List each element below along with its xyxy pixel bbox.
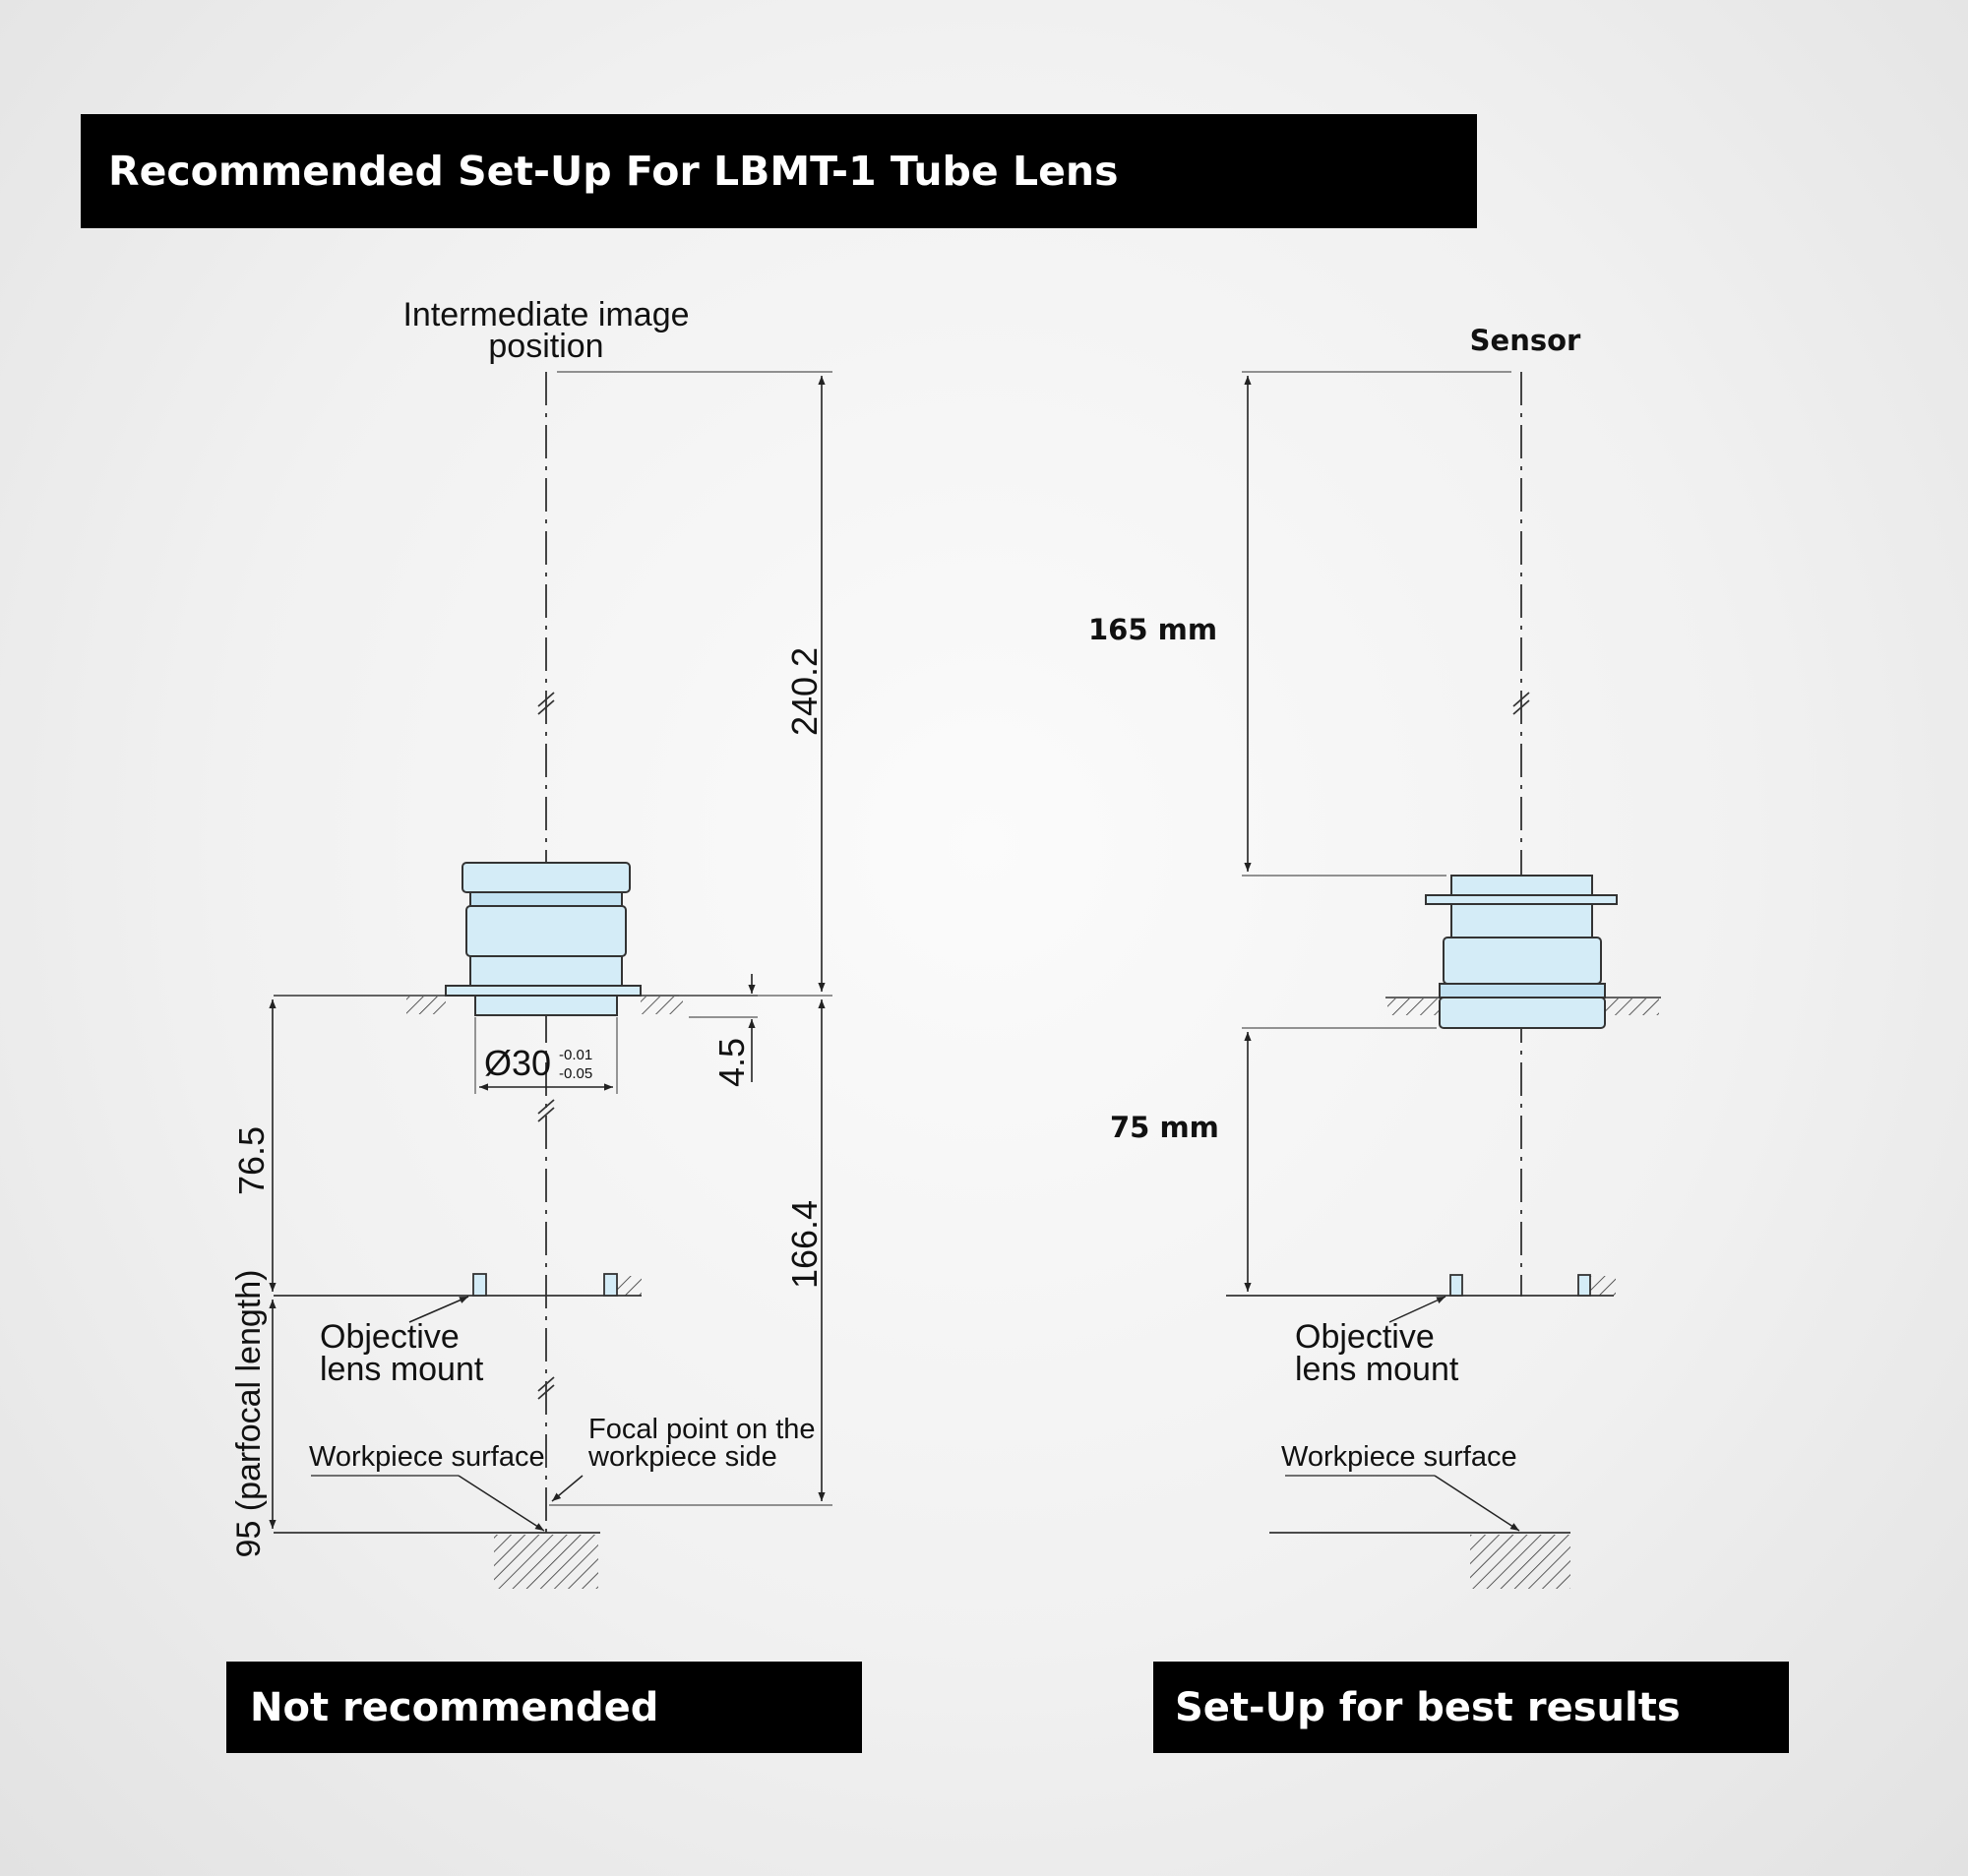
left-workpiece-surface <box>274 1533 600 1589</box>
focal-point-label-1: Focal point on the <box>588 1414 816 1445</box>
dim-4-5-label: 4.5 <box>711 1037 752 1088</box>
focal-point-label-2: workpiece side <box>588 1441 777 1473</box>
dim-240-label: 240.2 <box>784 646 825 737</box>
right-objective-label-1: Objective <box>1295 1318 1435 1356</box>
dim-95-label: 95 (parfocal length) <box>230 1269 268 1558</box>
right-workpiece-leader <box>1435 1476 1519 1531</box>
right-caption-banner <box>1153 1662 1789 1753</box>
intermediate-image-label-1: Intermediate image <box>402 296 690 333</box>
sensor-label: Sensor <box>1469 324 1581 357</box>
right-objective-mount <box>1226 1275 1616 1296</box>
dim-166-label: 166.4 <box>784 1199 825 1290</box>
left-objective-label-1: Objective <box>320 1318 460 1356</box>
left-tube-lens <box>446 863 641 1015</box>
left-workpiece-label: Workpiece surface <box>309 1441 545 1473</box>
dim-dia30-label: Ø30 <box>484 1043 552 1083</box>
right-objective-label-2: lens mount <box>1295 1351 1459 1388</box>
dim-dia30-tol-upper: -0.01 <box>559 1047 593 1063</box>
right-caption-text: Set-Up for best results <box>1175 1684 1681 1730</box>
left-caption-text: Not recommended <box>250 1684 659 1730</box>
left-setup-diagram <box>230 296 832 1589</box>
right-setup-diagram <box>1088 324 1661 1589</box>
dim-75-label: 75 mm <box>1110 1111 1219 1144</box>
dim-76-label: 76.5 <box>231 1125 272 1196</box>
right-workpiece-surface <box>1269 1533 1570 1589</box>
left-objective-label-2: lens mount <box>320 1351 484 1388</box>
page-title: Recommended Set-Up For LBMT-1 Tube Lens <box>108 148 1119 195</box>
right-workpiece-label: Workpiece surface <box>1281 1441 1517 1473</box>
right-tube-lens <box>1426 876 1617 1028</box>
left-workpiece-leader <box>459 1476 544 1531</box>
intermediate-image-label-2: position <box>488 328 604 365</box>
left-caption-banner <box>226 1662 862 1753</box>
focal-point-leader <box>552 1476 583 1501</box>
left-objective-mount <box>274 1274 642 1296</box>
dim-dia30-tol-lower: -0.05 <box>559 1065 593 1082</box>
dim-165-label: 165 mm <box>1088 613 1218 646</box>
